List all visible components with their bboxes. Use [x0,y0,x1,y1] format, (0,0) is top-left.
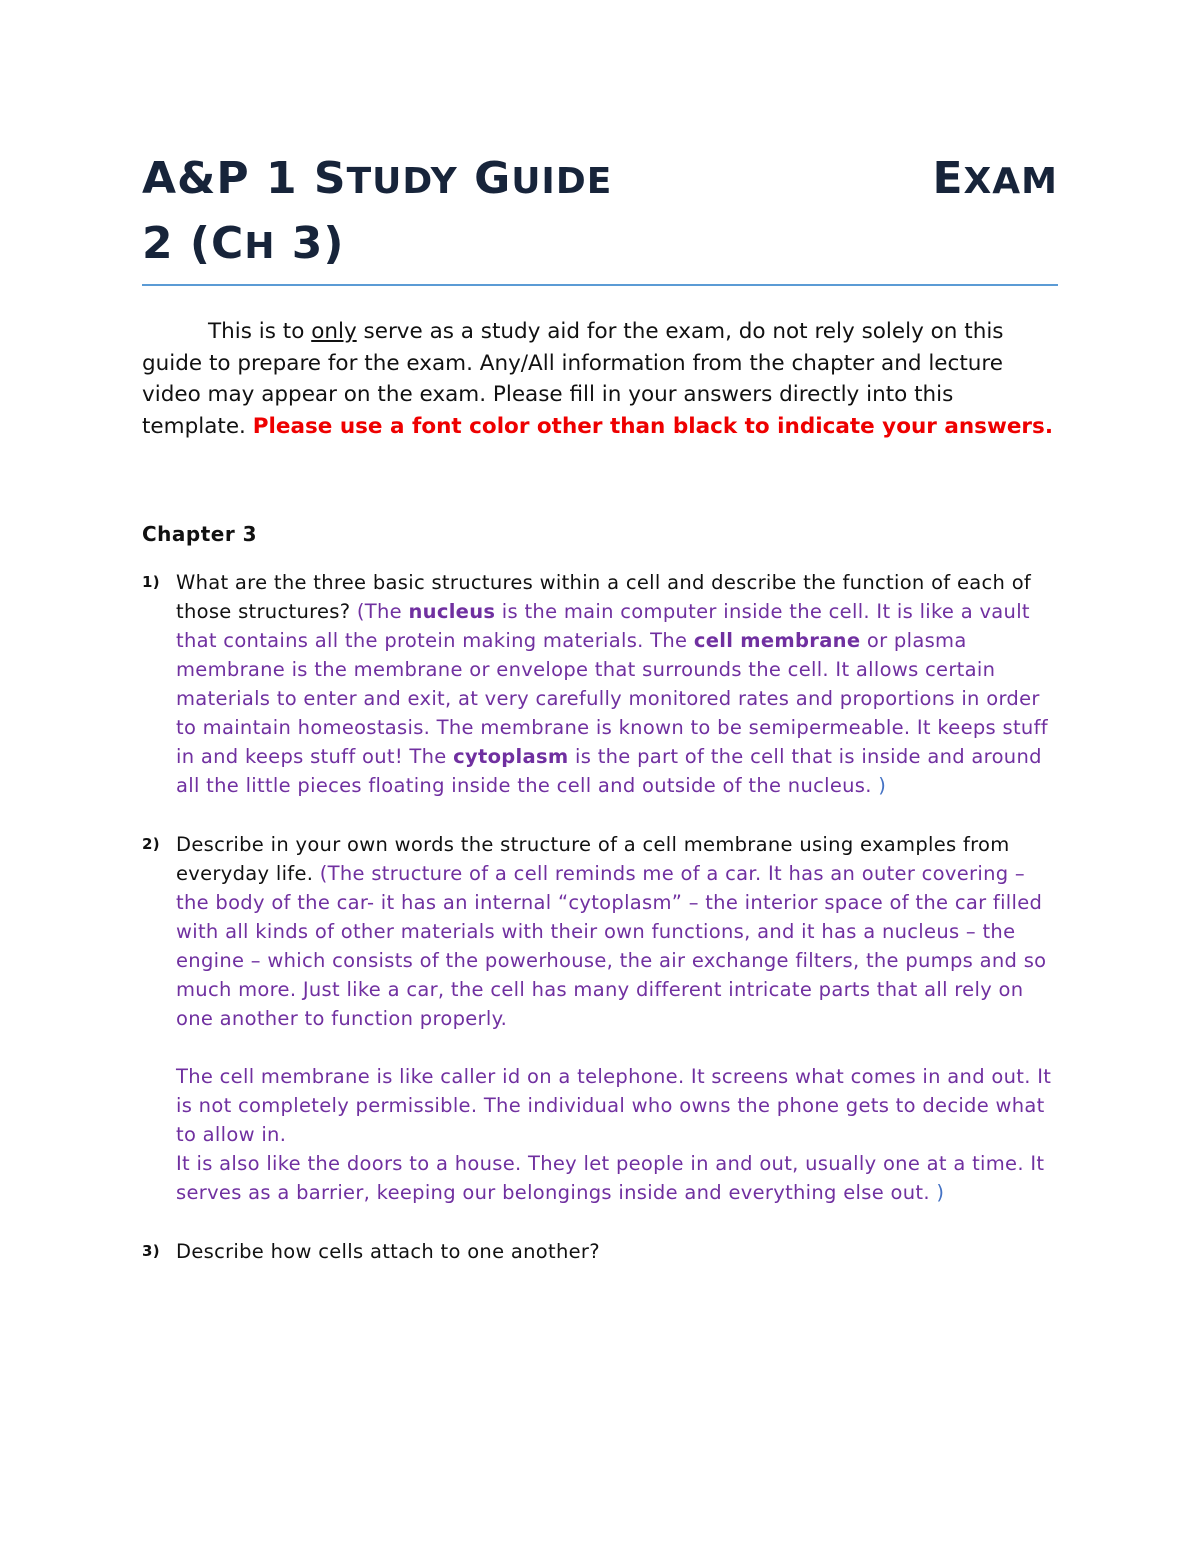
question-number: 1) [142,573,160,591]
title-exam: EXAM [932,153,1058,204]
term-nucleus: nucleus [408,600,496,623]
chapter-heading: Chapter 3 [142,522,258,546]
answer-text: (The nucleus is the main computer inside the cell. It is like a vault that contains all the protein making materials. The cell membrane or plasma membrane is the membrane or envelope that surrounds the cell. It allows certain materials to enter and exit, at very carefully monitored rates and proportions in order to maintain homeostasis. The membrane is known to be semipermeable. It keeps stuff in and keeps stuff out! The cytoplasm is the part of the cell that is inside and around all the little pieces floating inside the cell and outside of the nucleus. [176,600,1048,797]
term-cytoplasm: cytoplasm [453,745,569,768]
answer-close-paren: ) [929,1181,945,1204]
document-title [142,148,1058,278]
question-text: Describe how cells attach to one another? [176,1240,600,1263]
answer-paragraph: The cell membrane is like caller id on a telephone. It screens what comes in and out. It is not completely permissible. The individual who owns the phone gets to decide what to allow in. [176,1065,1052,1146]
question-number: 3) [142,1242,160,1260]
question-text: What are the three basic structures within a cell and describe the function of each of those structures? [176,571,1032,623]
question-number: 2) [142,835,160,853]
question-item [142,1237,1058,1266]
title-line-2: 2 (CH 3) [142,218,345,269]
intro-paragraph: This is to only serve as a study aid for the exam, do not rely solely on this guide to prepare for the exam. Any/All information from the chapter and lecture video may appear on the exam. Please fill in your answers directly into this template. Please use a font color other than black to indicate your answers. [142,319,1053,439]
title-study-guide: A&P 1 STUDY GUIDE [142,153,613,204]
title-line-1 [142,148,1058,213]
underlined-word: only [311,319,357,344]
answer-close-paren: ) [871,774,887,797]
question-text: Describe in your own words the structure of a cell membrane using examples from everyday life. [176,833,1010,885]
document-page [142,148,1058,1266]
answer-color-instruction: Please use a font color other than black to indicate your answers. [252,413,1053,439]
answer-paragraph: It is also like the doors to a house. They let people in and out, usually one at a time. It serves as a barrier, keeping our belongings inside and everything else out. ) [176,1152,1045,1204]
question-item [142,568,1058,800]
title-divider [142,284,1058,286]
question-item [142,830,1058,1207]
term-cell-membrane: cell membrane [693,629,861,652]
answer-text: (The structure of a cell reminds me of a car. It has an outer covering – the body of the car- it has an internal “cytoplasm” – the interior space of the car filled with all kinds of other materials with their own functions, and it has a nucleus – the engine – which consists of the powerhouse, the air exchange filters, the pumps and so much more. Just like a car, the cell has many different intricate parts that all rely on one another to function properly. [176,862,1047,1030]
